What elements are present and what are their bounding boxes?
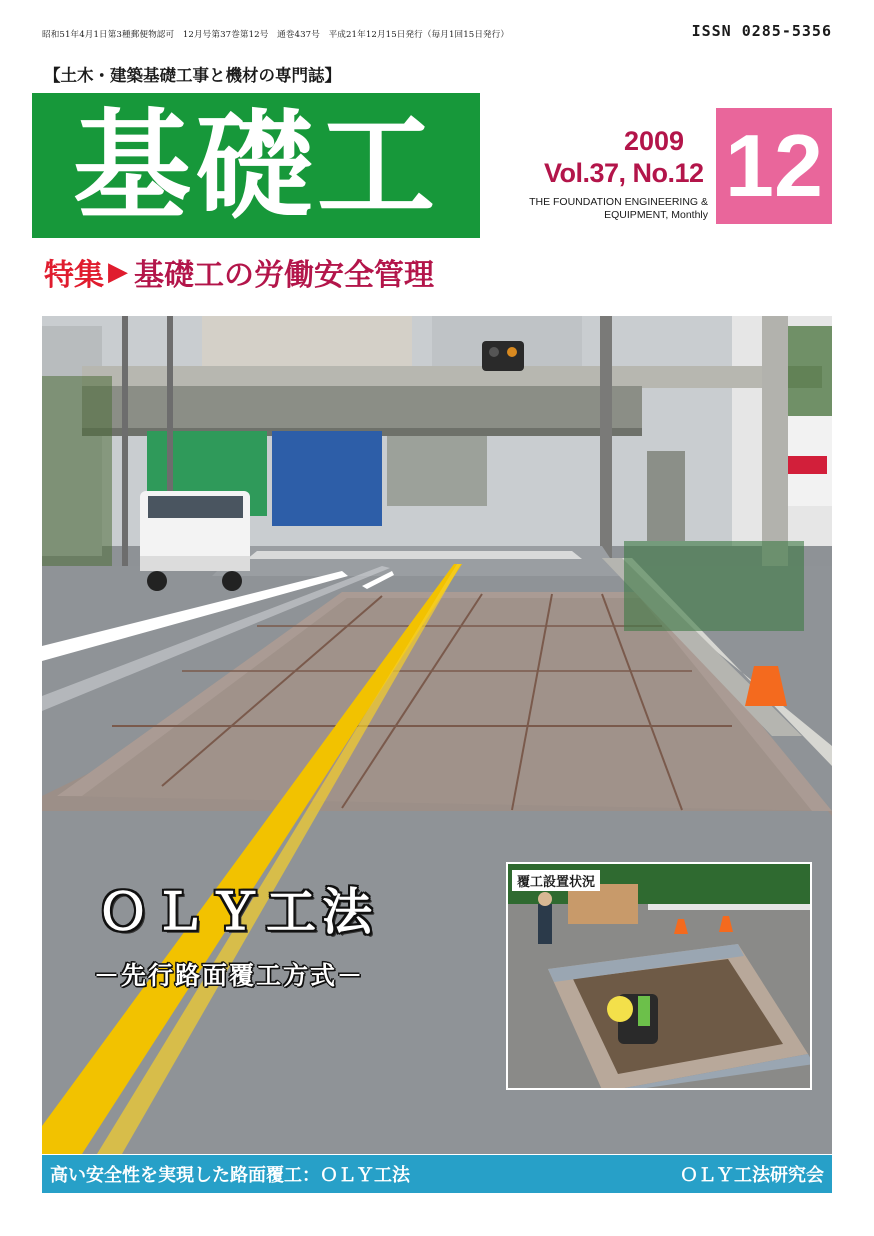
footer-association: ＯＬＹ工法研究会 [680,1165,824,1186]
feature-label: 特集 [44,258,104,293]
feature-heading [44,250,434,294]
footer-slogan: 高い安全性を実現した路面覆工：ＯＬＹ工法 [50,1165,410,1186]
english-title-line2: EQUIPMENT, Monthly [604,209,708,221]
english-title [500,196,708,222]
postal-registration: 昭和51年4月1日第3種郵便物認可 12月号第37巻第12号 通巻437号 平成21年12月15日発行（毎月1回15日発行） [42,30,510,40]
issn: ISSN 0285-5356 [691,22,832,40]
tagline: 【土木・建築基礎工事と機材の専門誌】 [44,66,341,85]
volume-number: Vol.37, No.12 [544,158,704,188]
masthead [32,93,480,238]
english-title-line1: THE FOUNDATION ENGINEERING & [529,196,708,208]
footer-band [42,1155,832,1193]
method-title: ＯＬＹ工法 [98,883,378,941]
feature-text: 基礎工の労働安全管理 [134,258,434,293]
magazine-title: 基礎工 [72,96,439,235]
method-subtitle: －先行路面覆工方式－ [94,961,365,990]
inset-caption: 覆工設置状況 [512,870,600,891]
installation-scene [508,864,812,1090]
month-badge [716,108,832,224]
month-number: 12 [725,116,823,215]
issue-year: 2009 [624,126,685,156]
feature-arrow-icon: ▶ [108,257,128,287]
inset-photo [506,862,812,1090]
